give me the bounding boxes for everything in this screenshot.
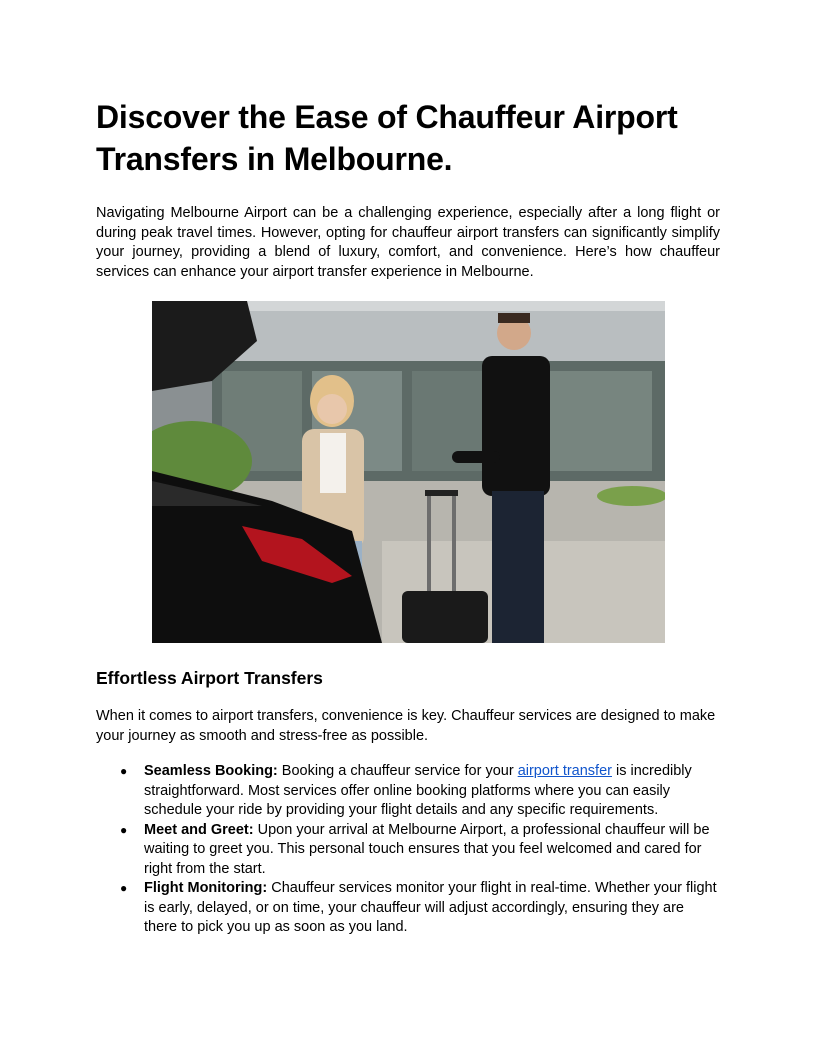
chauffeur-photo-illustration	[152, 301, 665, 643]
list-item-bold: Seamless Booking:	[144, 763, 278, 779]
list-item-bold: Flight Monitoring:	[144, 880, 268, 896]
intro-paragraph: Navigating Melbourne Airport can be a challenging experience, especially after a long flight or during peak travel times. However, opting for chauffeur airport transfers can significantly simplify your journey, providing a blend of luxury, comfort, and convenience. Here’s how chauffeur services can enhance your airport transfer experience in Melbourne.	[96, 205, 720, 280]
document-title: Discover the Ease of Chauffeur Airport Transfers in Melbourne.	[96, 99, 678, 177]
list-item-text: Chauffeur services monitor your flight in real-time. Whether your flight is early, delayed, or on time, your chauffeur will adjust accordingly, ensuring they are there to pick you up as soon as you land.	[144, 880, 717, 935]
bullet-icon: ●	[120, 881, 128, 895]
list-item-text: Booking a chauffeur service for your	[277, 763, 518, 779]
bullet-icon: ●	[120, 764, 128, 778]
list-item-text: is incredibly straightforward. Most services offer online booking platforms where you can easily schedule your ride by providing your flight details and any specific requirements.	[144, 763, 692, 818]
bullet-icon: ●	[120, 822, 128, 837]
list-item	[96, 762, 720, 821]
section-paragraph: When it comes to airport transfers, convenience is key. Chauffeur services are designed to make your journey as smooth and stress-free as possible.	[96, 708, 716, 744]
feature-list	[96, 762, 720, 938]
list-item-text: Upon your arrival at Melbourne Airport, a professional chauffeur will be waiting to greet you. This personal touch ensures that you feel welcomed and cared for right from the start.	[144, 821, 710, 877]
list-item	[96, 821, 720, 880]
list-item-bold: Meet and Greet:	[144, 821, 254, 838]
list-item	[96, 879, 720, 938]
section-heading: Effortless Airport Transfers	[96, 668, 323, 688]
document-page	[96, 96, 720, 938]
chauffeur-photo	[152, 301, 665, 643]
airport-transfer-link[interactable]: airport transfer	[517, 763, 612, 779]
